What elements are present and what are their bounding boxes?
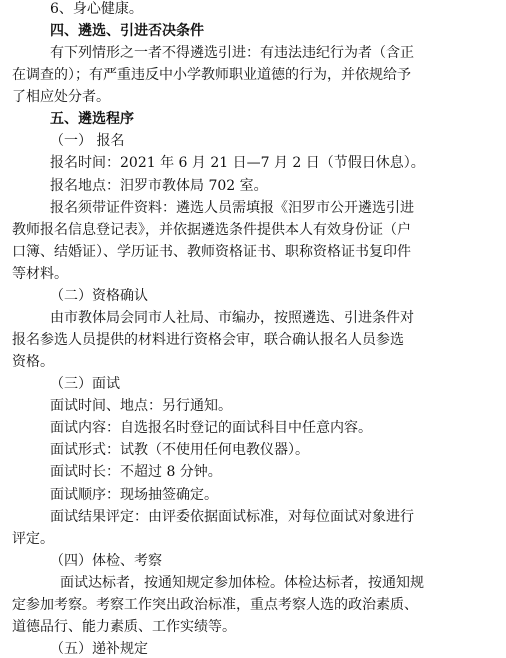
doc-line: 报名参选人员提供的材料进行资格会审，联合确认报名人员参选 [12,332,404,348]
doc-line: 教师报名信息登记表》，并依据遴选条件提供本人有效身份证（户 [12,222,411,238]
subsection-heading-exam: （四）体检、考察 [50,553,162,569]
doc-line-registration-place: 报名地点：汨罗市教体局 702 室。 [50,178,268,194]
doc-line: 定参加考察。考察工作突出政治标准，重点考察人选的政治素质、 [12,597,418,613]
doc-line: 面试结果评定：由评委依据面试标准，对每位面试对象进行 [50,509,414,525]
subsection-heading-replacement: （五）递补规定 [50,641,148,657]
doc-line: 报名须带证件资料：遴选人员需填报《汨罗市公开遴选引进 [50,200,414,216]
doc-line: 在调查的）；有严重违反中小学教师职业道德的行为，并依规给予 [12,67,411,83]
doc-line: 面试时间、地点：另行通知。 [50,398,232,414]
doc-line: 面试顺序：现场抽签确定。 [50,487,218,503]
subsection-heading-qualification: （二）资格确认 [50,288,148,304]
doc-line: 了相应处分者。 [12,89,110,105]
doc-line-registration-time: 报名时间：2021 年 6 月 21 日—7 月 2 日（节假日休息）。 [50,155,425,171]
doc-line: 由市教体局会同市人社局、市编办，按照遴选、引进条件对 [50,310,414,326]
doc-line: 面试时长：不超过 8 分钟。 [50,464,222,480]
doc-line: 资格。 [12,354,54,370]
section-heading-procedure: 五、遴选程序 [50,111,134,127]
section-heading-disqualification: 四、遴选、引进否决条件 [50,23,204,39]
doc-line: 面试内容：自选报名时登记的面试科目中任意内容。 [50,420,372,436]
doc-line-health: 6、身心健康。 [50,1,143,17]
doc-line: 有下列情形之一者不得遴选引进：有违法违纪行为者（含正 [50,45,414,61]
subsection-heading-interview: （三）面试 [50,376,120,392]
subsection-heading-registration: （一） 报名 [50,133,125,149]
doc-line: 面试形式：试教（不使用任何电教仪器）。 [50,442,309,458]
doc-line: 口簿、结婚证）、学历证书、教师资格证书、职称资格证书复印件 [12,244,411,260]
doc-line: 道德品行、能力素质、工作实绩等。 [12,619,236,635]
doc-line: 评定。 [12,531,54,547]
doc-line: 面试达标者，按通知规定参加体检。体检达标者，按通知规 [60,575,424,591]
doc-line: 等材料。 [12,266,68,282]
